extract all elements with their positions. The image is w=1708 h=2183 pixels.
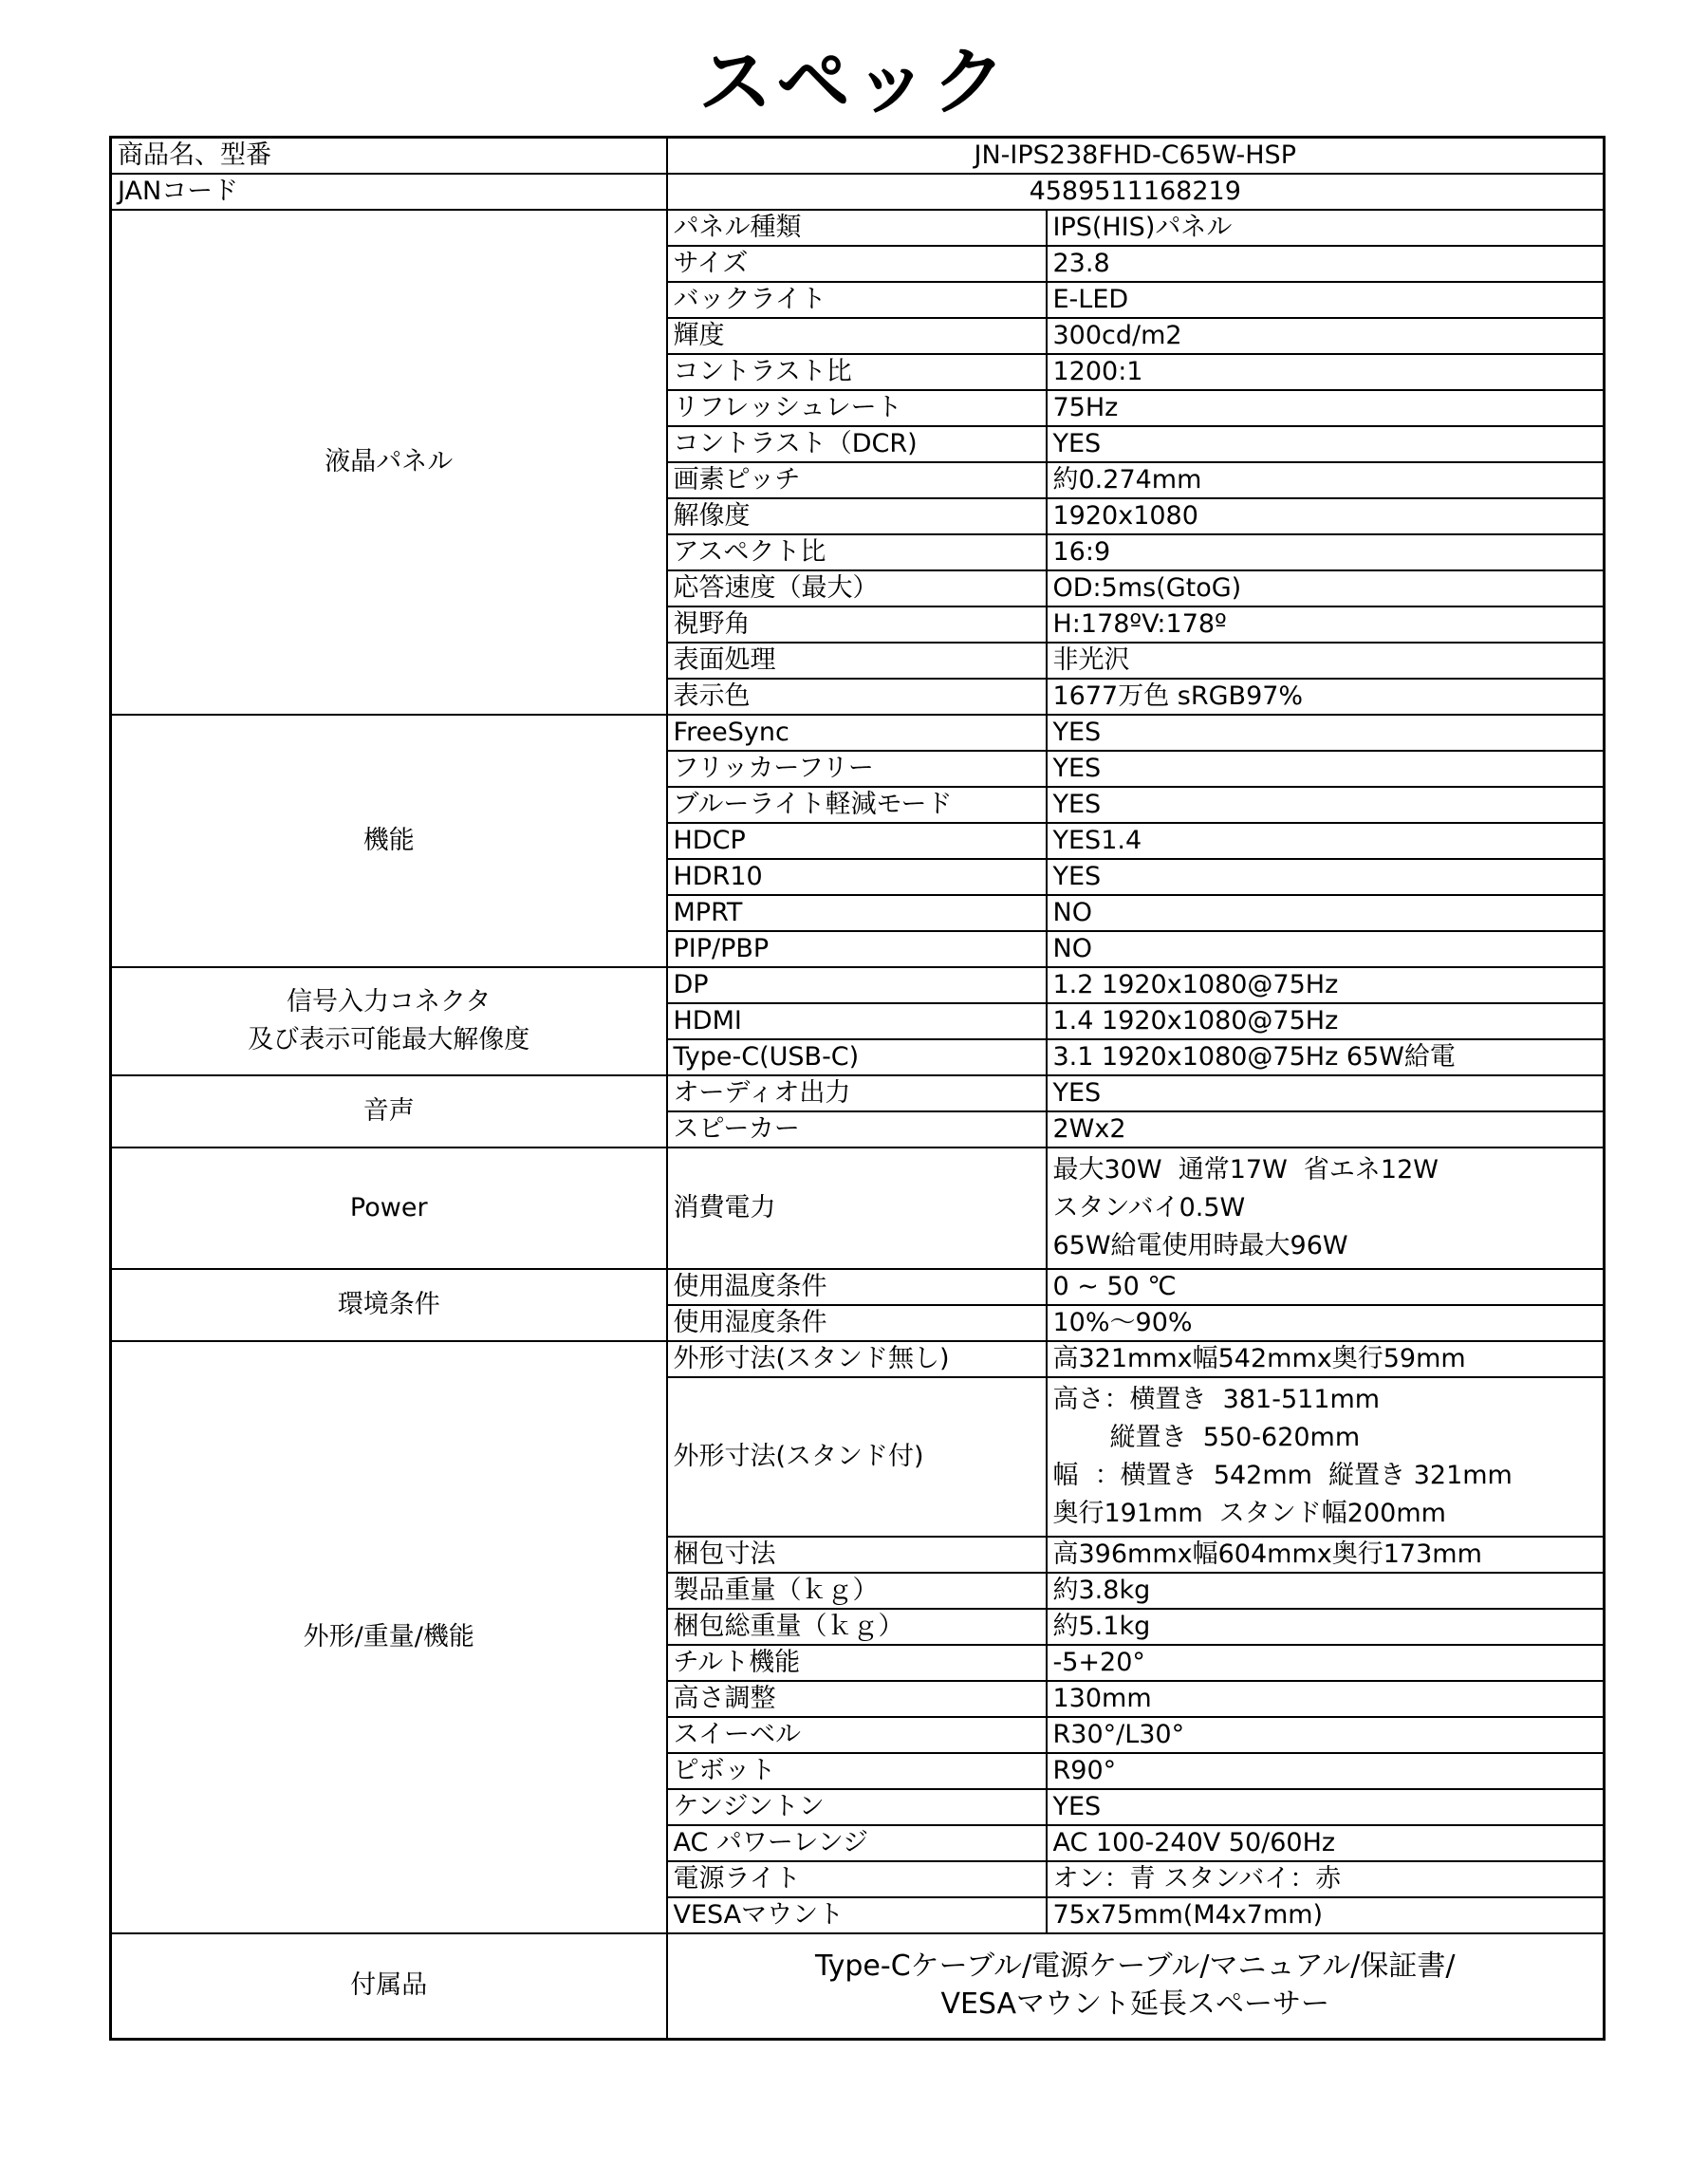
spec-value: H:178ºV:178º (1047, 606, 1605, 643)
spec-value: 1200:1 (1047, 354, 1605, 390)
spec-item: コントラスト（DCR) (667, 426, 1047, 462)
spec-value: AC 100-240V 50/60Hz (1047, 1825, 1605, 1861)
spec-item: バックライト (667, 282, 1047, 318)
spec-value: YES1.4 (1047, 823, 1605, 859)
header-value: 4589511168219 (667, 174, 1605, 210)
header-label: JANコード (111, 174, 667, 210)
spec-item: 電源ライト (667, 1861, 1047, 1897)
spec-value: 1920x1080 (1047, 498, 1605, 534)
spec-value: YES (1047, 751, 1605, 787)
spec-table (109, 136, 1606, 2041)
category-power: Power (111, 1147, 667, 1269)
lcd-row (111, 210, 1605, 246)
spec-value: 約5.1kg (1047, 1609, 1605, 1645)
header-value: JN-IPS238FHD-C65W-HSP (667, 138, 1605, 174)
category-features: 機能 (111, 715, 667, 967)
value-line: 最大30W 通常17W 省エネ12W (1052, 1154, 1439, 1185)
spec-value: YES (1047, 1075, 1605, 1111)
spec-value: 高321mmx幅542mmx奥行59mm (1047, 1341, 1605, 1377)
spec-item: 使用湿度条件 (667, 1305, 1047, 1341)
features-row (111, 715, 1605, 751)
spec-item: アスペクト比 (667, 534, 1047, 570)
value-line: スタンバイ0.5W (1052, 1192, 1246, 1222)
category-inputs-line1: 信号入力コネクタ (287, 986, 492, 1017)
accessories-row (111, 1933, 1605, 2040)
spec-item: Type-C(USB-C) (667, 1039, 1047, 1075)
spec-value: 0 ~ 50 ℃ (1047, 1269, 1605, 1305)
physical-row (111, 1341, 1605, 1377)
header-row (111, 174, 1605, 210)
spec-item: 製品重量（ｋｇ） (667, 1573, 1047, 1609)
spec-item: VESAマウント (667, 1897, 1047, 1933)
spec-value: IPS(HIS)パネル (1047, 210, 1605, 246)
spec-item: チルト機能 (667, 1645, 1047, 1681)
spec-item: HDR10 (667, 859, 1047, 895)
spec-item: フリッカーフリー (667, 751, 1047, 787)
spec-item: 使用温度条件 (667, 1269, 1047, 1305)
header-label: 商品名、型番 (111, 138, 667, 174)
spec-item: 表示色 (667, 679, 1047, 715)
spec-item: 輝度 (667, 318, 1047, 354)
spec-value: 1677万色 sRGB97% (1047, 679, 1605, 715)
spec-item: HDMI (667, 1003, 1047, 1039)
spec-item: スピーカー (667, 1111, 1047, 1147)
spec-value: NO (1047, 895, 1605, 931)
spec-item: ケンジントン (667, 1789, 1047, 1825)
value-line: 65W給電使用時最大96W (1052, 1230, 1348, 1260)
spec-value: 非光沢 (1047, 643, 1605, 679)
inputs-row (111, 967, 1605, 1003)
spec-value-multiline (1047, 1147, 1605, 1269)
spec-item: 高さ調整 (667, 1681, 1047, 1717)
spec-item: FreeSync (667, 715, 1047, 751)
spec-item: 梱包寸法 (667, 1537, 1047, 1573)
spec-item: 視野角 (667, 606, 1047, 643)
spec-value: NO (1047, 931, 1605, 967)
spec-item: サイズ (667, 246, 1047, 282)
spec-value: 16:9 (1047, 534, 1605, 570)
value-line: 縦置き 550-620mm (1052, 1422, 1361, 1452)
spec-item: AC パワーレンジ (667, 1825, 1047, 1861)
spec-value: R90° (1047, 1753, 1605, 1789)
spec-item: ブルーライト軽減モード (667, 787, 1047, 823)
spec-value: YES (1047, 715, 1605, 751)
spec-value: YES (1047, 859, 1605, 895)
spec-item: オーディオ出力 (667, 1075, 1047, 1111)
spec-item: パネル種類 (667, 210, 1047, 246)
spec-value: 2Wx2 (1047, 1111, 1605, 1147)
audio-row (111, 1075, 1605, 1111)
value-line: 幅 ：横置き 542mm 縦置き 321mm (1052, 1460, 1513, 1490)
spec-item: 梱包総重量（ｋｇ） (667, 1609, 1047, 1645)
value-line: 奥行191mm スタンド幅200mm (1052, 1498, 1446, 1528)
spec-item: 外形寸法(スタンド付) (667, 1377, 1047, 1537)
spec-item: コントラスト比 (667, 354, 1047, 390)
header-row (111, 138, 1605, 174)
spec-value: 130mm (1047, 1681, 1605, 1717)
spec-item: 表面処理 (667, 643, 1047, 679)
spec-value: OD:5ms(GtoG) (1047, 570, 1605, 606)
spec-item: HDCP (667, 823, 1047, 859)
spec-value: 約0.274mm (1047, 462, 1605, 498)
accessories-line2: VESAマウント延長スペーサー (940, 1987, 1330, 2022)
category-environment: 環境条件 (111, 1269, 667, 1341)
spec-value: 1.2 1920x1080@75Hz (1047, 967, 1605, 1003)
spec-item: リフレッシュレート (667, 390, 1047, 426)
accessories-line1: Type-Cケーブル/電源ケーブル/マニュアル/保証書/ (814, 1950, 1456, 1984)
page-title: スペック (697, 40, 1010, 125)
spec-item: DP (667, 967, 1047, 1003)
spec-value: 75x75mm(M4x7mm) (1047, 1897, 1605, 1933)
spec-item: スイーベル (667, 1717, 1047, 1753)
spec-value: 75Hz (1047, 390, 1605, 426)
accessories-value (667, 1933, 1605, 2040)
spec-value: YES (1047, 1789, 1605, 1825)
spec-value: 約3.8kg (1047, 1573, 1605, 1609)
spec-item: 外形寸法(スタンド無し) (667, 1341, 1047, 1377)
spec-value: R30°/L30° (1047, 1717, 1605, 1753)
spec-item: 画素ピッチ (667, 462, 1047, 498)
category-inputs-line2: 及び表示可能最大解像度 (248, 1024, 530, 1054)
value-line: 高さ：横置き 381-511mm (1052, 1384, 1381, 1414)
spec-value: 300cd/m2 (1047, 318, 1605, 354)
category-accessories: 付属品 (111, 1933, 667, 2040)
spec-value: オン：青 スタンバイ：赤 (1047, 1861, 1605, 1897)
spec-item: PIP/PBP (667, 931, 1047, 967)
power-row (111, 1147, 1605, 1269)
spec-value: 23.8 (1047, 246, 1605, 282)
spec-value: YES (1047, 426, 1605, 462)
spec-value: 10%～90% (1047, 1305, 1605, 1341)
spec-item: 解像度 (667, 498, 1047, 534)
environment-row (111, 1269, 1605, 1305)
category-audio: 音声 (111, 1075, 667, 1147)
spec-value: E-LED (1047, 282, 1605, 318)
spec-table-body (111, 138, 1605, 2040)
spec-item: ピボット (667, 1753, 1047, 1789)
spec-value: 1.4 1920x1080@75Hz (1047, 1003, 1605, 1039)
category-lcd-panel: 液晶パネル (111, 210, 667, 715)
spec-item: MPRT (667, 895, 1047, 931)
spec-value-multiline (1047, 1377, 1605, 1537)
spec-value: 3.1 1920x1080@75Hz 65W給電 (1047, 1039, 1605, 1075)
spec-value: 高396mmx幅604mmx奥行173mm (1047, 1537, 1605, 1573)
category-physical: 外形/重量/機能 (111, 1341, 667, 1933)
category-inputs (111, 967, 667, 1075)
spec-value: -5+20° (1047, 1645, 1605, 1681)
spec-value: YES (1047, 787, 1605, 823)
spec-item: 消費電力 (667, 1147, 1047, 1269)
spec-item: 応答速度（最大） (667, 570, 1047, 606)
